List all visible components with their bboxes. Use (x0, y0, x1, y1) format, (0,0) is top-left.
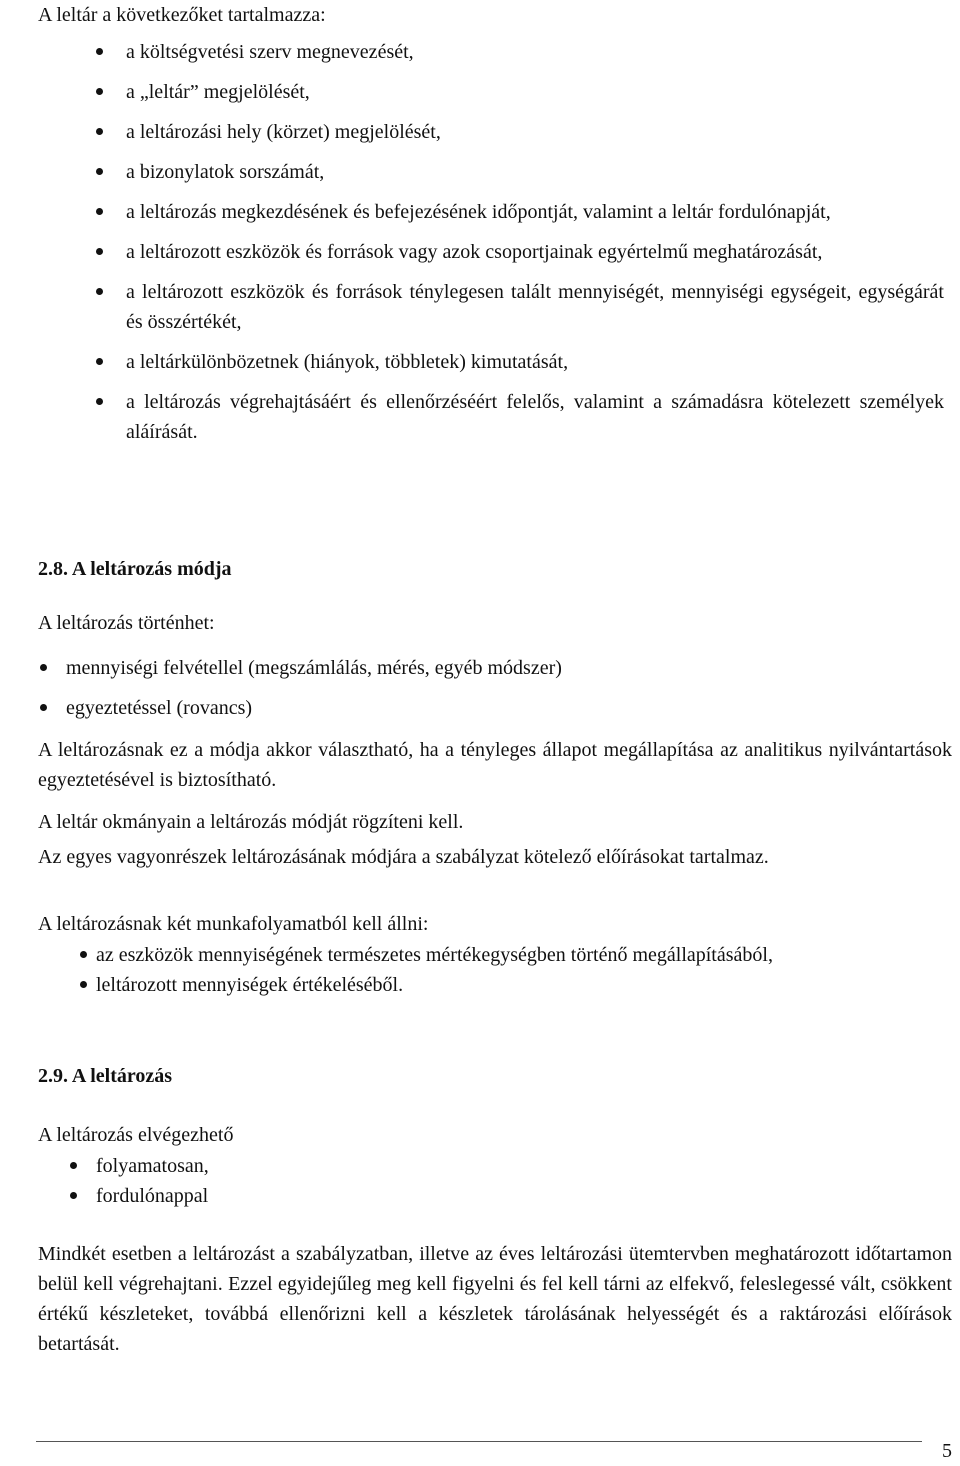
bullet-icon (96, 208, 103, 215)
bullet-icon (80, 981, 87, 988)
list-item: a leltározott eszközök és források ténylegesen talált mennyiségét, mennyiségi egységeit, egységárát és összértékét, (96, 277, 952, 337)
bullet-icon (96, 358, 103, 365)
list-item: a leltárkülönbözetnek (hiányok, többletek) kimutatását, (96, 347, 952, 377)
footer-divider (36, 1441, 922, 1442)
method-list (40, 653, 952, 723)
bullet-icon (96, 248, 103, 255)
paragraph: A leltár okmányain a leltározás módját rögzíteni kell. (38, 811, 464, 833)
paragraph: Az egyes vagyonrészek leltározásának módjára a szabályzat kötelező előírásokat tartalmaz. (38, 846, 769, 868)
list-item: a bizonylatok sorszámát, (96, 157, 952, 187)
page-number: 5 (942, 1440, 952, 1462)
bullet-icon (96, 168, 103, 175)
section-lead: A leltározás történhet: (38, 612, 215, 634)
list-item: a „leltár” megjelölését, (96, 77, 952, 107)
list-item: a leltározott eszközök és források vagy azok csoportjainak egyértelmű meghatározását, (96, 237, 952, 267)
list-item: a leltározási hely (körzet) megjelölését, (96, 117, 952, 147)
list-item: az eszközök mennyiségének természetes mértékegységben történő megállapításából, (80, 940, 952, 970)
bullet-icon (96, 398, 103, 405)
bullet-icon (70, 1192, 77, 1199)
bullet-icon (96, 48, 103, 55)
bullet-icon (80, 951, 87, 958)
timing-list (70, 1151, 952, 1211)
process-list (80, 940, 952, 1000)
list-item: fordulónappal (70, 1181, 952, 1211)
list-item: a leltározás megkezdésének és befejezésének időpontját, valamint a leltár fordulónapját, (96, 197, 952, 227)
list-item: mennyiségi felvétellel (megszámlálás, mérés, egyéb módszer) (40, 653, 952, 683)
paragraph: A leltározásnak két munkafolyamatból kell állni: (38, 913, 429, 935)
list-item: a leltározás végrehajtásáért és ellenőrzéséért felelős, valamint a számadásra kötelezett személyek aláírását. (96, 387, 952, 447)
section-heading-2-9: 2.9. A leltározás (38, 1065, 173, 1087)
paragraph: Mindkét esetben a leltározást a szabályzatban, illetve az éves leltározási ütemtervben meghatározott időtartamon belül kell végrehajtani. Ezzel egyidejűleg meg kell figyelni és fel kell tárni az elfekvő, feleslegessé vált, csökkent értékű készleteket, továbbá ellenőrizni kell a készletek tárolásának helyességét és a raktározási előírások betartását. (38, 1243, 952, 1355)
bullet-icon (96, 88, 103, 95)
paragraph: A leltározásnak ez a módja akkor választható, ha a tényleges állapot megállapítása az analitikus nyilvántartások egyeztetésével is biztosítható. (38, 739, 952, 791)
contents-list (96, 37, 952, 447)
list-item: egyeztetéssel (rovancs) (40, 693, 952, 723)
bullet-icon (96, 288, 103, 295)
list-item: folyamatosan, (70, 1151, 952, 1181)
intro-text: A leltár a következőket tartalmazza: (38, 4, 326, 26)
section-lead: A leltározás elvégezhető (38, 1124, 234, 1146)
bullet-icon (40, 664, 47, 671)
list-item: leltározott mennyiségek értékeléséből. (80, 970, 952, 1000)
bullet-icon (96, 128, 103, 135)
section-heading-2-8: 2.8. A leltározás módja (38, 558, 232, 580)
list-item: a költségvetési szerv megnevezését, (96, 37, 952, 67)
bullet-icon (40, 704, 47, 711)
bullet-icon (70, 1162, 77, 1169)
